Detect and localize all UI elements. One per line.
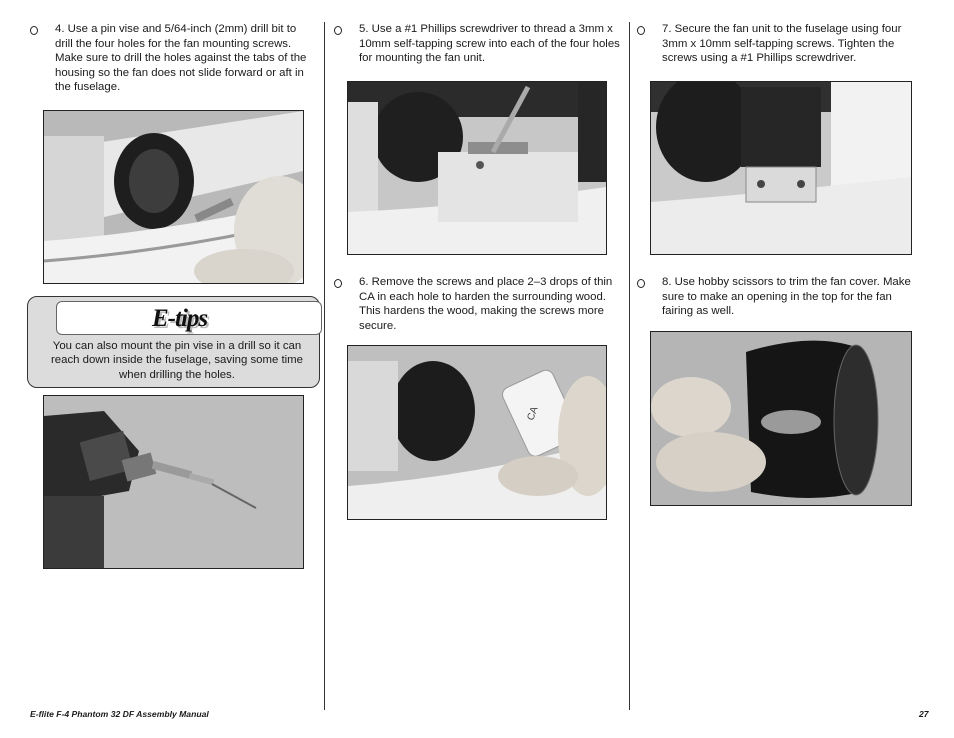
photo-drill-pin-vise [43,395,304,569]
checkbox-bullet-icon [30,26,38,35]
etips-logo: E-tips [152,305,208,332]
ca-bottle-label: CA [525,405,541,423]
step-7-text: 7. Secure the fan unit to the fuselage using four 3mm x 10mm self-tapping screws. Tighten the screws using a #1 Phillips screwdriver. [662,23,902,65]
step-6-text: 6. Remove the screws and place 2–3 drops of thin CA in each hole to harden the surrounding wood. This hardens the wood, making the screws more secure. [359,276,613,332]
etips-text: You can also mount the pin vise in a drill so it can reach down inside the fuselage, saving some time when drilling the holes. [50,340,303,381]
etips-box [27,296,320,388]
step-7 [637,22,917,66]
checkbox-bullet-icon [637,26,645,35]
checkbox-bullet-icon [334,26,342,35]
column-3-lower [637,275,917,319]
step-4-text: 4. Use a pin vise and 5/64-inch (2mm) drill bit to drill the four holes for the fan mounting screws. Make sure to drill the holes against the tabs of the housing so the fan does not slide forward or aft in the fuselage. [55,23,307,94]
step-5 [334,22,624,66]
photo-step-4-pin-vise [43,110,304,284]
column-divider-right [629,22,630,710]
etips-banner [56,301,322,335]
column-2-lower [334,275,624,333]
photo-step-5-screwdriver [347,81,607,255]
footer-page-number: 27 [919,709,929,719]
column-1 [30,22,315,95]
column-divider-left [324,22,325,710]
step-4 [30,22,315,95]
photo-step-8-trim-cover [650,331,912,506]
photo-step-6-ca-glue [347,345,607,520]
step-6 [334,275,624,333]
step-8 [637,275,917,319]
column-2 [334,22,624,66]
photo-step-7-secure-fan [650,81,912,255]
step-8-text: 8. Use hobby scissors to trim the fan cover. Make sure to make an opening in the top for the fan fairing as well. [662,276,911,318]
step-5-text: 5. Use a #1 Phillips screwdriver to thread a 3mm x 10mm self-tapping screw into each of the four holes for mounting the fan unit. [359,23,620,65]
footer-manual-title: E-flite F-4 Phantom 32 DF Assembly Manual [30,709,209,719]
column-3 [637,22,917,66]
checkbox-bullet-icon [637,279,645,288]
checkbox-bullet-icon [334,279,342,288]
